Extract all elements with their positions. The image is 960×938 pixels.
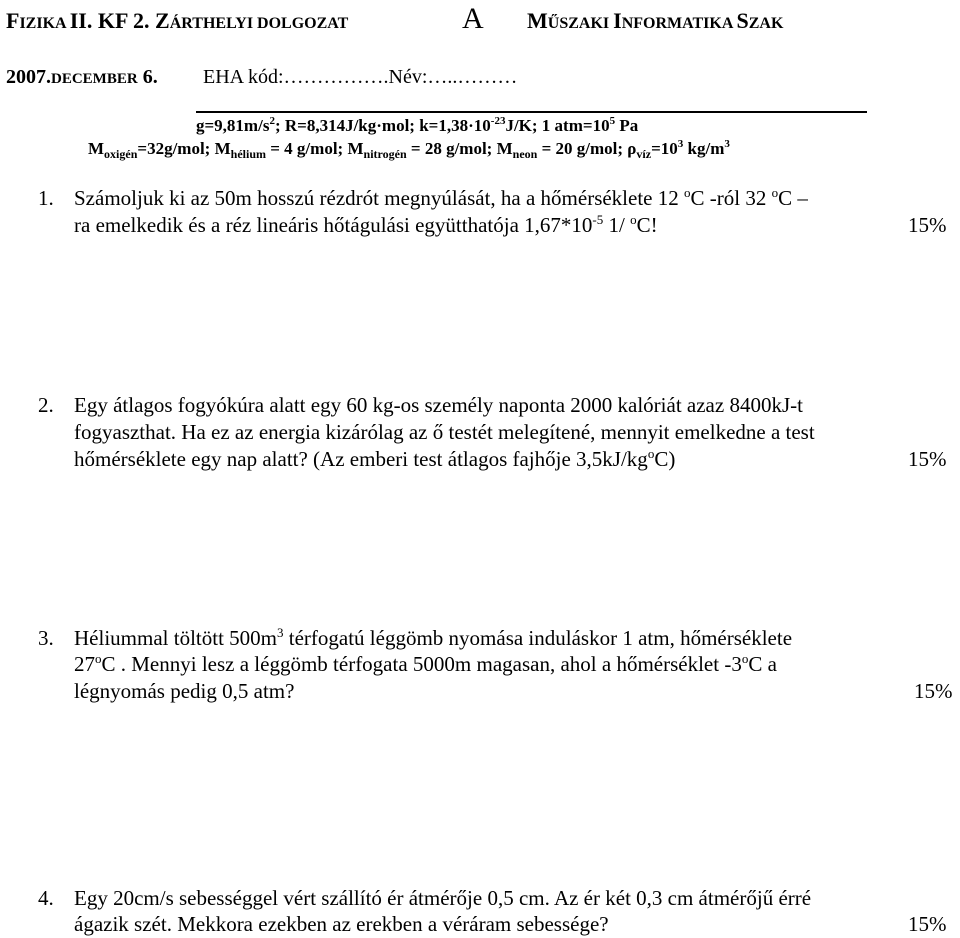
question-3-weight: 15% bbox=[914, 679, 953, 703]
eha-name-field: EHA kód:…………….Név:…..……… bbox=[203, 66, 518, 88]
question-2-line-2: fogyaszthat. Ha ez az energia kizárólag az ő testét melegítené, mennyit emelkedne a test bbox=[74, 420, 815, 444]
question-1-weight: 15% bbox=[908, 213, 947, 237]
question-3-number: 3. bbox=[38, 626, 54, 650]
question-3-line-1: Héliummal töltött $500m^3$ térfogatú léggömb nyomása induláskor 1 atm, hőmérséklete bbox=[74, 625, 793, 650]
question-4-number: 4. bbox=[38, 886, 54, 910]
question-2-line-3: hőmérséklete egy nap alatt? (Az emberi test átlagos fajhője $3,5kJ/kg^oC$) bbox=[74, 446, 676, 471]
question-2-line-1: Egy átlagos fogyókúra alatt egy 60 kg-os személy naponta 2000 kalóriát azaz 8400kJ-t bbox=[74, 393, 803, 417]
question-3-line-2: 27$^o$C . Mennyi lesz a léggömb térfogata 5000m magasan, ahol a hőmérséklet -3$^o$C a bbox=[74, 651, 777, 676]
constants-line-2: $M_{oxigén}=32g$/mol; $M_{hélium} = 4$ g/mol; $M_{nitrogén} = 28$ g/mol; $M_{neon} = 20$ g/mol; $\rho_{víz}=10^3$ $kg/m^3$ bbox=[88, 138, 730, 161]
question-1-line-1: Számoljuk ki az 50m hosszú rézdrót megnyúlását, ha a hőmérséklete 12 $^o$C -ról 32 $^o$C – bbox=[74, 185, 808, 210]
question-2-number: 2. bbox=[38, 393, 54, 417]
question-1-line-2: ra emelkedik és a réz lineáris hőtágulási együtthatója $1,67*10^{-5}$ 1/ $^o$C! bbox=[74, 212, 658, 237]
exam-title: FIZIKA II. KF 2. ZÁRTHELYI DOLGOZAT bbox=[6, 8, 349, 33]
question-3-line-3: légnyomás pedig 0,5 atm? bbox=[74, 679, 295, 703]
question-1-number: 1. bbox=[38, 186, 54, 210]
exam-group-letter: A bbox=[462, 2, 484, 35]
question-2-weight: 15% bbox=[908, 447, 947, 471]
question-4-line-2: ágazik szét. Mekkora ezekben az erekben a véráram sebessége? bbox=[74, 912, 609, 936]
header-divider bbox=[196, 111, 867, 113]
question-4-line-1: Egy 20cm/s sebességgel vért szállító ér átmérője 0,5 cm. Az ér két 0,3 cm átmérőjű érré bbox=[74, 886, 812, 910]
question-4-weight: 15% bbox=[908, 912, 947, 936]
exam-date: 2007.DECEMBER 6. bbox=[6, 66, 158, 88]
constants-line-1: $g=9,81m/s^2$; R=8,314J/kg·mol; $k=1,38\cdot 10^{-23}J/K$; 1 $atm=10^5$ Pa bbox=[196, 115, 639, 135]
program-name: MŰSZAKI INFORMATIKA SZAK bbox=[527, 8, 784, 33]
